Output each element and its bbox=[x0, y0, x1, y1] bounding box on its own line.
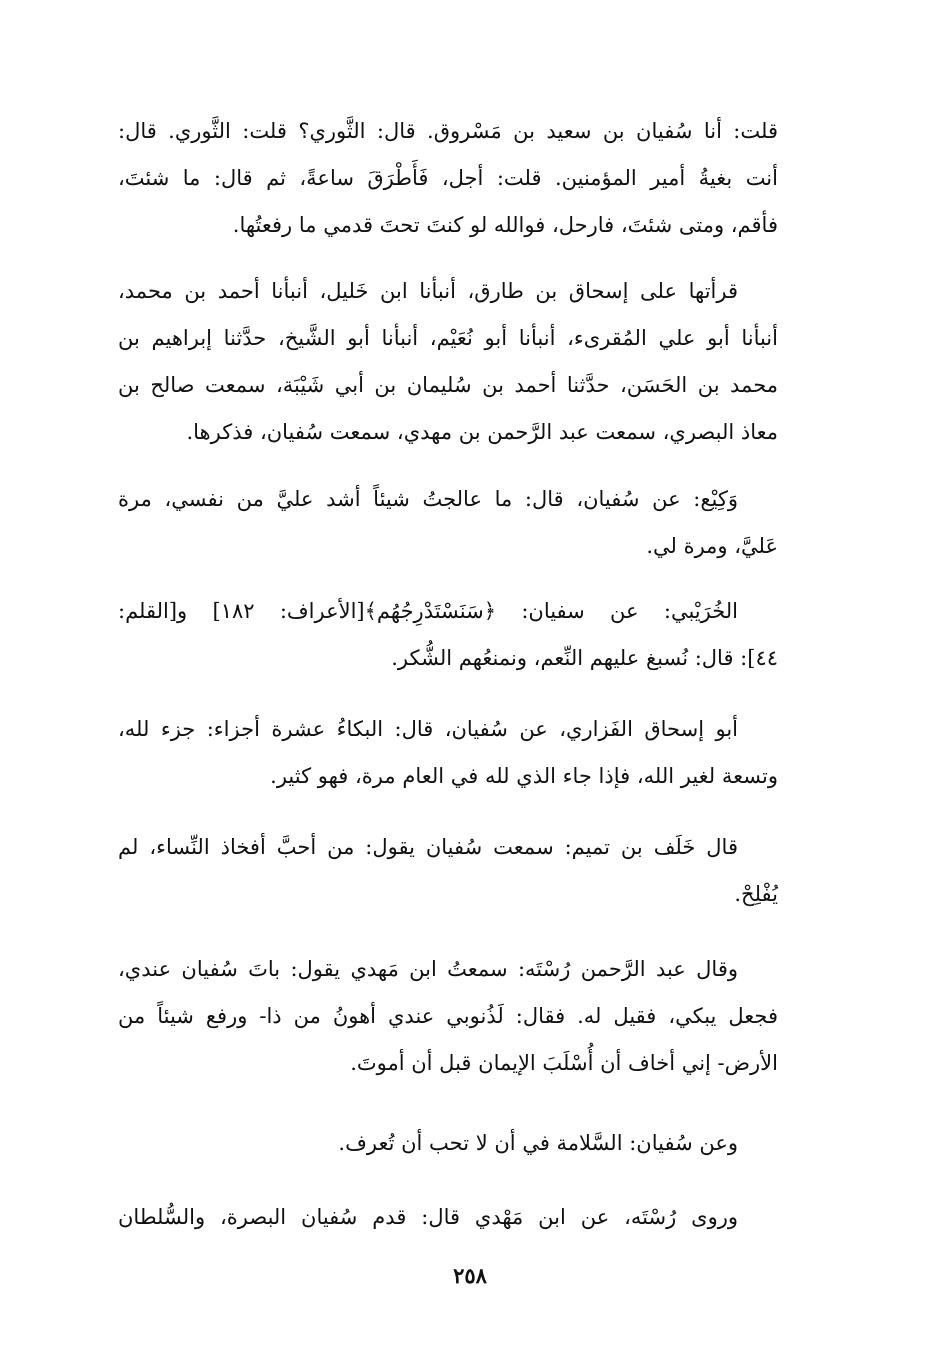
paragraph-6 bbox=[118, 824, 778, 918]
paragraph-8 bbox=[118, 1120, 778, 1167]
text-line: قرأتها على إسحاق بن طارق، أنبأنا ابن خَليل، أنبأنا أحمد بن محمد، bbox=[118, 279, 738, 303]
text-line: الأرض- إني أخاف أن أُسْلَبَ الإيمان قبل أن أموتَ. bbox=[350, 1051, 778, 1075]
page-number: ٢٥٨ bbox=[453, 1263, 487, 1288]
text-line: وروى رُسْتَه، عن ابن مَهْدي قال: قدم سُفيان البصرة، والسُّلطان bbox=[118, 1205, 738, 1229]
text-line: أنبأنا أبو علي المُقرىء، أنبأنا أبو نُعَيْم، أنبأنا أبو الشَّيخ، حدَّثنا إبراهيم بن bbox=[118, 326, 778, 350]
text-line: عَليَّ، ومرة لي. bbox=[646, 534, 778, 558]
page-body bbox=[118, 0, 778, 1240]
paragraph-2 bbox=[118, 268, 778, 456]
text-line: قال خَلَف بن تميم: سمعت سُفيان يقول: من أحبَّ أفخاذ النِّساء، لم bbox=[118, 835, 738, 859]
text-line: معاذ البصري، سمعت عبد الرَّحمن بن مهدي، سمعت سُفيان، فذكرها. bbox=[186, 420, 778, 444]
text-line: وقال عبد الرَّحمن رُسْتَه: سمعتُ ابن مَهدي يقول: باتَ سُفيان عندي، bbox=[118, 957, 738, 981]
text-line: قلت: أنا سُفيان بن سعيد بن مَسْروق. قال: الثَّوري؟ قلت: الثَّوري. قال: bbox=[118, 119, 778, 143]
text-line: يُفْلِحْ. bbox=[734, 882, 778, 906]
text-line: محمد بن الحَسَن، حدَّثنا أحمد بن سُليمان بن أبي شَيْبَة، سمعت صالح بن bbox=[118, 373, 778, 397]
text-line: الخُرَيْبي: عن سفيان: ﴿سَنَسْتَدْرِجُهُم﴾[الأعراف: ١٨٢] و[القلم: bbox=[118, 599, 738, 623]
paragraph-5 bbox=[118, 706, 778, 800]
paragraph-7 bbox=[118, 946, 778, 1087]
text-line: ٤٤]: قال: نُسبغ عليهم النِّعم، ونمنعُهم الشُّكر. bbox=[391, 646, 778, 670]
paragraph-3 bbox=[118, 476, 778, 570]
paragraph-4 bbox=[118, 588, 778, 682]
text-line: وعن سُفيان: السَّلامة في أن لا تحب أن تُعرف. bbox=[338, 1131, 738, 1155]
paragraph-1 bbox=[118, 108, 778, 249]
text-line: فجعل يبكي، فقيل له. فقال: لَذُنوبي عندي أهونُ من ذا- ورفع شيئاً من bbox=[118, 1004, 778, 1028]
text-line: وتسعة لغير الله، فإذا جاء الذي لله في العام مرة، فهو كثير. bbox=[270, 764, 778, 788]
text-line: فأقم، ومتى شئتَ، فارحل، فوالله لو كنتَ تحتَ قدمي ما رفعتُها. bbox=[232, 213, 778, 237]
paragraph-9 bbox=[118, 1194, 778, 1241]
text-line: أنت بغيةُ أمير المؤمنين. قلت: أجل، فَأَطْرَقَ ساعةً، ثم قال: ما شئتَ، bbox=[118, 166, 778, 190]
text-line: وَكِيْع: عن سُفيان، قال: ما عالجتُ شيئاً أشد عليَّ من نفسي، مرة bbox=[118, 487, 738, 511]
text-line: أبو إسحاق الفَزاري، عن سُفيان، قال: البكاءُ عشرة أجزاء: جزء لله، bbox=[118, 717, 738, 741]
